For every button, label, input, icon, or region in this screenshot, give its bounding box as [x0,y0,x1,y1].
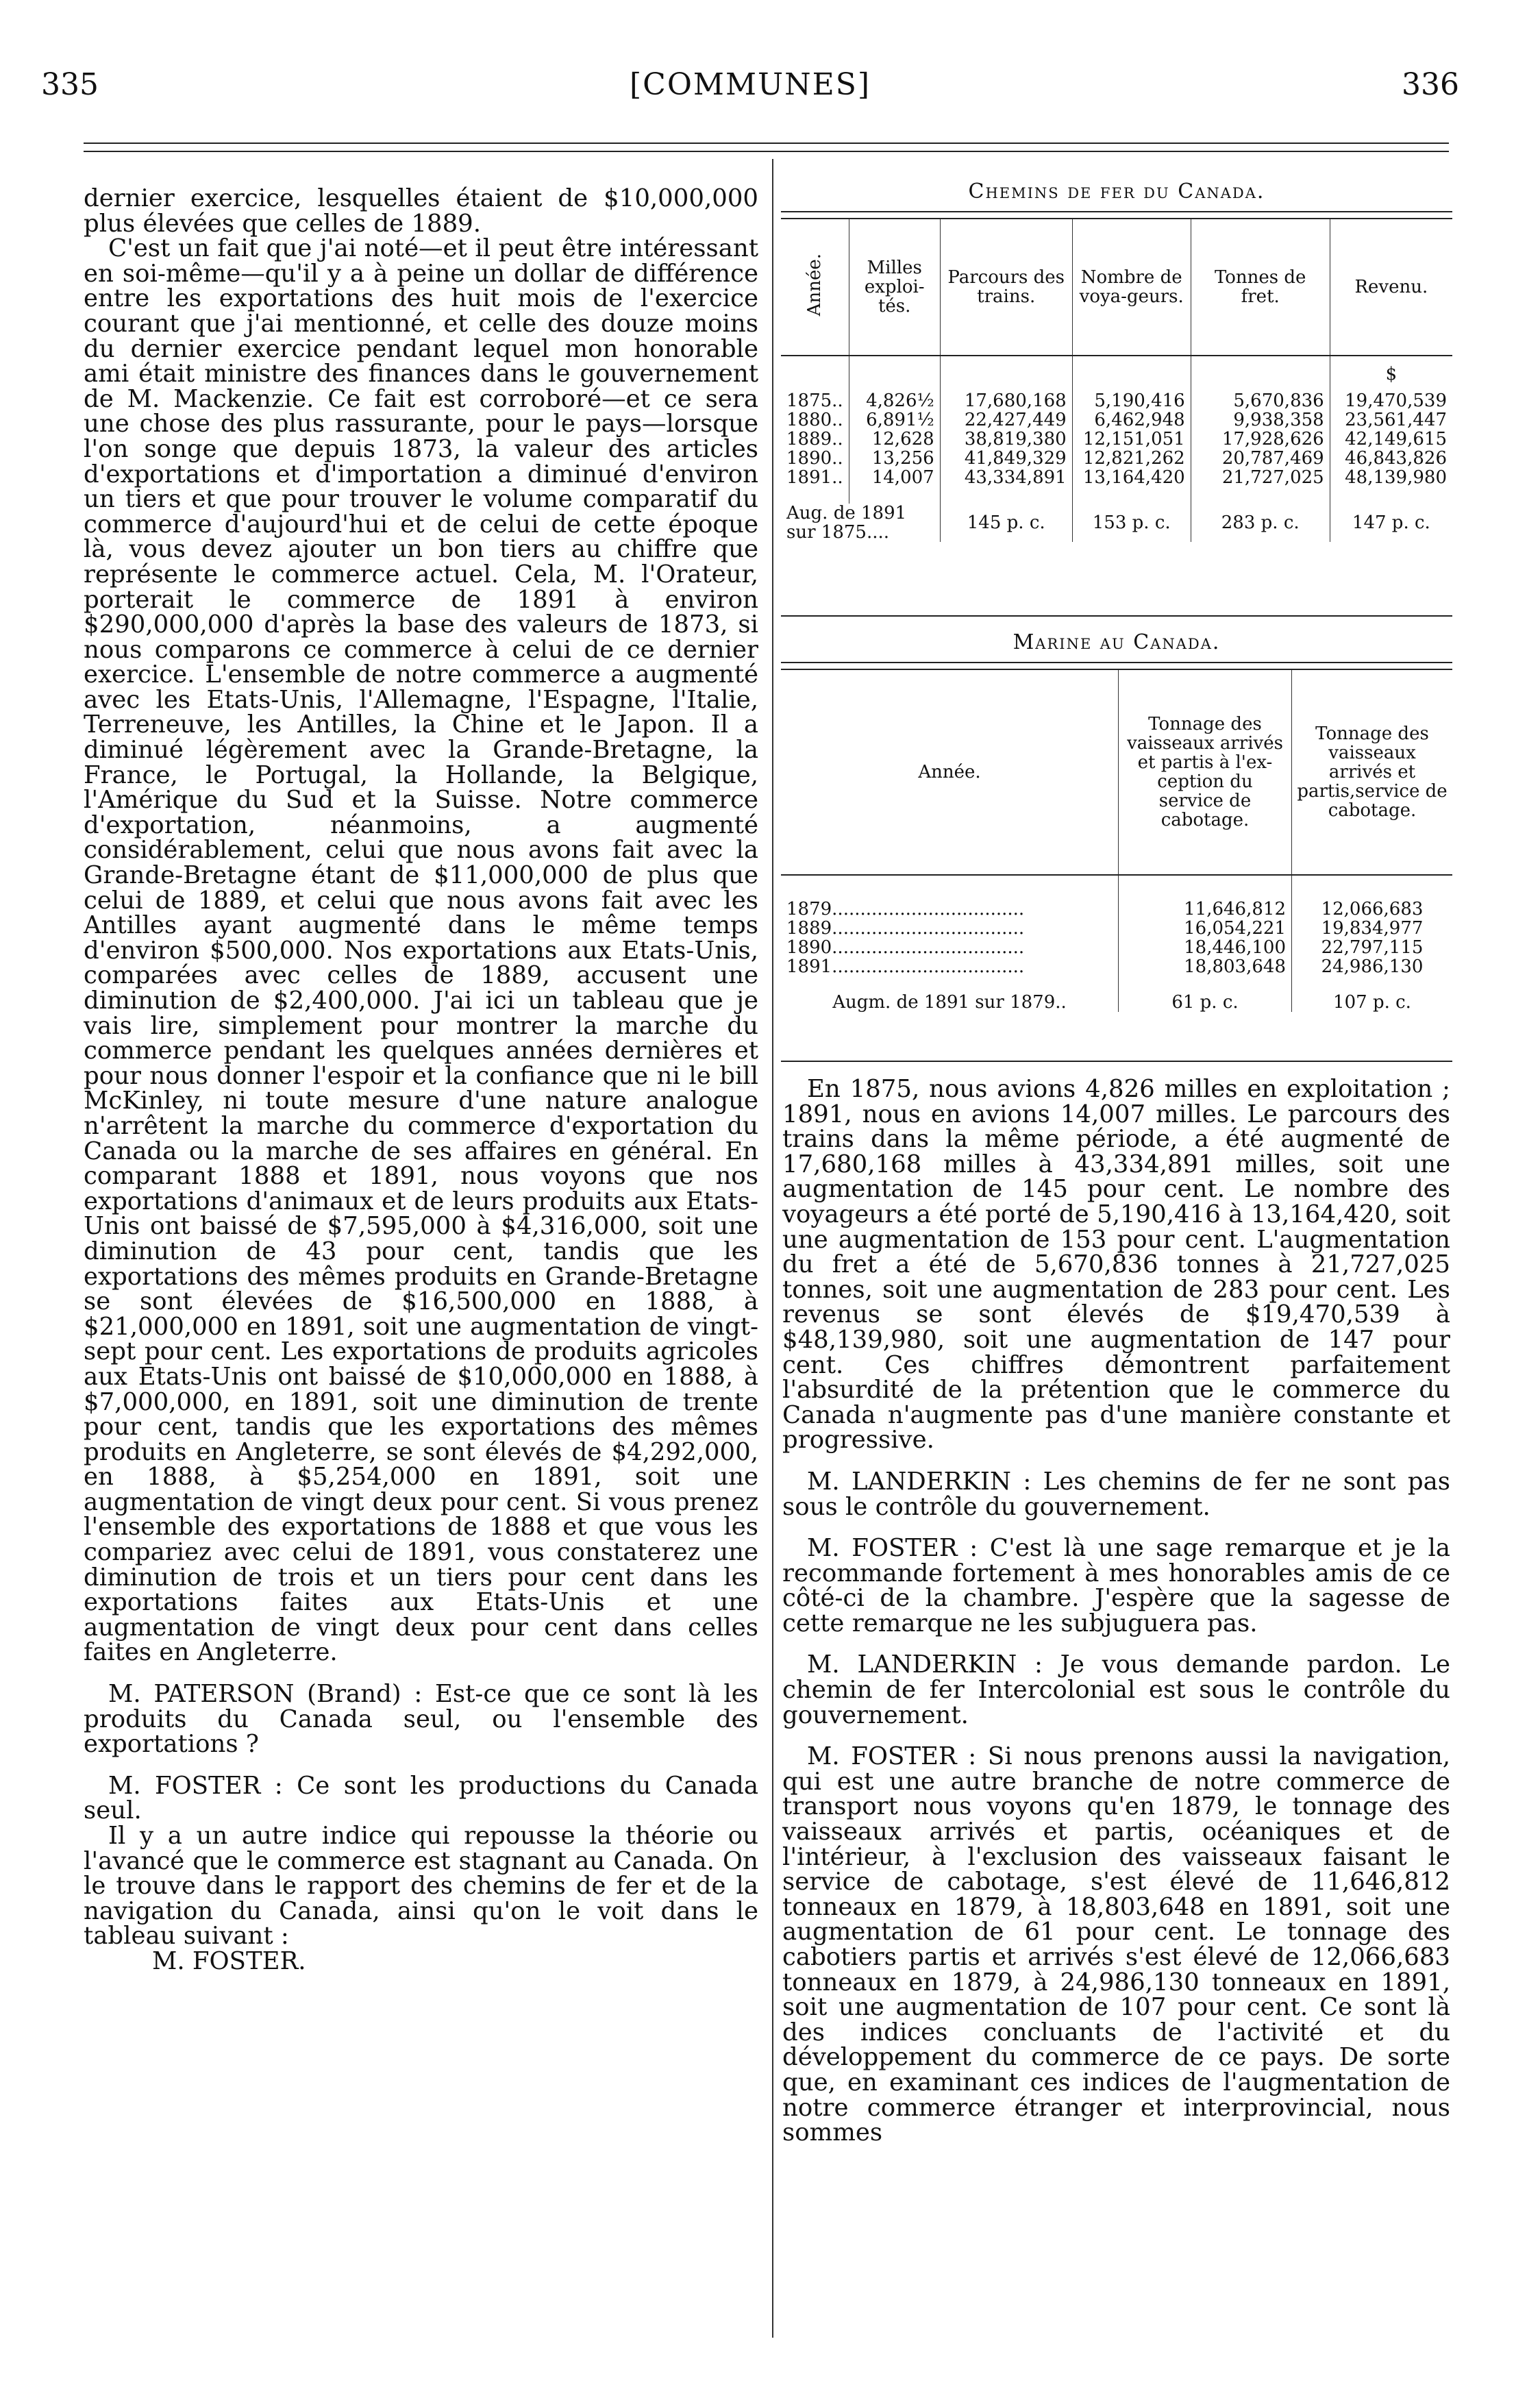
running-title: [COMMUNES] [629,67,871,102]
column-header: Tonnage des vaisseaux arrivés et partis,service de cabotage. [1297,723,1448,821]
paragraph: M. FOSTER : Ce sont les productions du Canada seul. [84,1771,758,1825]
table-row: 1889.. 12,628 38,819,380 12,151,051 17,928,626 42,149,615 [781,430,1452,449]
paragraph: C'est un fait que j'ai noté—et il peut être intéressant en soi-même—qu'il y a à peine un dollar de différence entre les exportations des huit mois de l'exercice courant que j'ai mentionné, et celle des douze moins du dernier exercice pendant lequel mon honorable ami était ministre des finances dans le gouvernement de M. Mackenzie. Ce fait est corroboré—et ce sera une chose des plus rassurante, pour le pays—lorsque l'on songe que depuis 1873, la valeur des articles d'exportations et d'importation a diminué d'environ un tiers et que pour trouver le volume comparatif du commerce d'aujourd'hui et de celui de cette époque là, vous devez ajouter un bon tiers au chiffre que représente le commerce actuel. Cela, M. l'Orateur, porterait le commerce de 1891 à environ $290,000,000 d'après la base des valeurs de 1873, si nous comparons ce commerce à celui de ce dernier exercice. L'ensemble de notre commerce a augmenté avec les Etats-Unis, l'Allemagne, l'Espagne, l'Italie, Terreneuve, les Antilles, la Chine et le Japon. Il a diminué légèrement avec la Grande-Bretagne, la France, le Portugal, la Hollande, la Belgique, l'Amérique du Sud et la Suisse. Notre commerce d'exportation, néanmoins, a augmenté considérablement, celui que nous avons fait avec la Grande-Bretagne étant de $11,000,000 de plus que celui de 1889, et celui que nous avons fait avec les Antilles ayant augmenté dans le même temps d'environ $500,000. Nos exportations aux Etats-Unis, comparées avec celles de 1889, accusent une diminution de $2,400,000. J'ai ici un tableau que je vais lire, simplement pour montrer la marche du commerce pendant les quelques années dernières et pour nous donner l'espoir et la confiance que ni le bill McKinley, ni toute mesure d'une nature analogue n'arrêtent la marche du commerce d'exportation du Canada ou la marche de ses affaires en général. En comparant 1888 et 1891, nous voyons que nos exportations d'animaux et de leurs produits aux Etats-Unis ont baissé de $7,595,000 à $4,316,000, soit une diminution de 43 pour cent, tandis que les exportations des mêmes produits en Grande-Bretagne se sont élevées de $16,500,000 en 1888, à $21,000,000 en 1891, soit une augmentation de vingt-sept pour cent. Les exportations de produits agricoles aux Etats-Unis ont baissé de $10,000,000 en 1888, à $7,000,000, en 1891, soit une diminution de trente pour cent, tandis que les exportations des mêmes produits en Angleterre, se sont élevés de $4,292,000, en 1888, à $5,254,000 en 1891, soit une augmentation de vingt deux pour cent. Si vous prenez l'ensemble des exportations de 1888 et que vous les compariez avec celui de 1891, vous constaterez une diminution de trois et un tiers pour cent dans les exportations faites aux Etats-Unis et une augmentation de vingt deux pour cent dans celles faites en Angleterre. [84,234,758,1667]
table-rule [781,1061,1452,1062]
paragraph: M. FOSTER : C'est là une sage remarque et je la recommande fortement à mes honorables amis de ce côté-ci de la chambre. J'espère que la sagesse de cette remarque ne les subjuguera pas. [782,1534,1450,1637]
summary-row: Aug. de 1891 sur 1875.... 145 p. c. 153 p. c. 283 p. c. 147 p. c. [781,504,1452,542]
column-header: Revenu. [1354,277,1428,297]
speaker-line: M. FOSTER. [152,1946,306,1975]
left-page-number: 335 [41,67,99,102]
paragraph: Il y a un autre indice qui repousse la théorie ou l'avancé que le commerce est stagnant au Canada. On le trouve dans le rapport des chemins de fer et de la navigation du Canada, ainsi qu'on le voit dans le tableau suivant : [84,1822,758,1951]
column-header: Tonnes de fret. [1191,219,1330,356]
paragraph: dernier exercice, lesquelles étaient de $10,000,000 plus élevées que celles de 1889. [84,184,758,238]
table-rule [781,615,1452,617]
table-row: 1891.................................. 18,803,648 24,986,130 [781,957,1452,976]
left-column [84,186,758,1975]
table-row: 1880.. 6,891½ 22,427,449 6,462,948 9,938,358 23,561,447 [781,410,1452,430]
railway-table-title: Chemins de fer du Canada. [968,180,1265,203]
header-rule-2 [84,151,1449,152]
paragraph: En 1875, nous avions 4,826 milles en exploitation ; 1891, nous en avions 14,007 milles. Le parcours des trains dans la même période, a été augmenté de 17,680,168 milles à 43,334,891 milles, soit une augmentation de 145 pour cent. Le nombre des voyageurs a été porté de 5,190,416 à 13,164,420, soit une augmentation de 153 pour cent. L'augmentation du fret a été de 5,670,836 tonnes à 21,727,025 tonnes, soit une augmentation de 283 pour cent. Les revenus se sont élevés de $19,470,539 à $48,139,980, soit une augmentation de 147 pour cent. Ces chiffres démontrent parfaitement l'absurdité de la prétention que le commerce du Canada n'augmente pas d'une manière constante et progressive. [782,1075,1450,1455]
table-row: 1890.. 13,256 41,849,329 12,821,262 20,787,469 46,843,826 [781,449,1452,468]
column-header: Nombre de voya-geurs. [1072,219,1191,356]
header-rule [84,143,1449,144]
column-separator [772,159,773,2338]
right-page-number: 336 [1402,67,1459,102]
table-rule [781,662,1452,663]
table-row: 1879.................................. 11,646,812 12,066,683 [781,900,1452,919]
right-column [782,1077,1450,2146]
paragraph: M. FOSTER : Si nous prenons aussi la navigation, qui est une autre branche de notre commerce de transport nous voyons qu'en 1879, le tonnage des vaisseaux arrivés et partis, océaniques et de l'intérieur, à l'exclusion des vaisseaux faisant le service de cabotage, s'est élevé de 11,646,812 tonneaux en 1879, à 18,803,648 en 1891, soit une augmentation de 61 pour cent. Le tonnage des cabotiers partis et arrivés s'est élevé de 12,066,683 tonneaux en 1879, à 24,986,130 tonneaux en 1891, soit une augmentation de 107 pour cent. Ce sont là des indices concluants de l'activité et du développement du commerce de ce pays. De sorte que, en examinant ces indices de l'augmentation de notre commerce étranger et interprovincial, nous sommes [782,1742,1450,2147]
column-header: Milles exploi-tés. [849,219,940,356]
table-row: 1890.................................. 18,446,100 22,797,115 [781,938,1452,957]
summary-row: Augm. de 1891 sur 1879.. 61 p. c. 107 p. c. [781,993,1452,1012]
paragraph: M. LANDERKIN : Je vous demande pardon. Le chemin de fer Intercolonial est sous le contrôle du gouvernement. [782,1650,1450,1729]
marine-table-title: Marine au Canada. [1013,630,1221,654]
railway-table [781,218,1452,542]
paragraph: M. LANDERKIN : Les chemins de fer ne sont pas sous le contrôle du gouvernement. [782,1467,1450,1521]
column-header: Année. [781,219,849,356]
table-row: 1891.. 14,007 43,334,891 13,164,420 21,727,025 48,139,980 [781,468,1452,487]
table-rule [781,211,1452,212]
column-header: Parcours des trains. [940,219,1072,356]
column-header: Année. [781,669,1119,875]
page-header [41,67,1459,108]
table-row: 1889.................................. 16,054,221 19,834,977 [781,919,1452,938]
unit-label: $ [1385,363,1398,384]
table-row: 1875.. 4,826½ 17,680,168 5,190,416 5,670,836 19,470,539 [781,391,1452,410]
column-header: Tonnage des vaisseaux arrivés et partis à l'ex-ception du service de cabotage. [1119,669,1292,875]
marine-table [781,669,1452,1012]
paragraph: M. PATERSON (Brand) : Est-ce que ce sont là les produits du Canada seul, ou l'ensemble des exportations ? [84,1680,758,1759]
